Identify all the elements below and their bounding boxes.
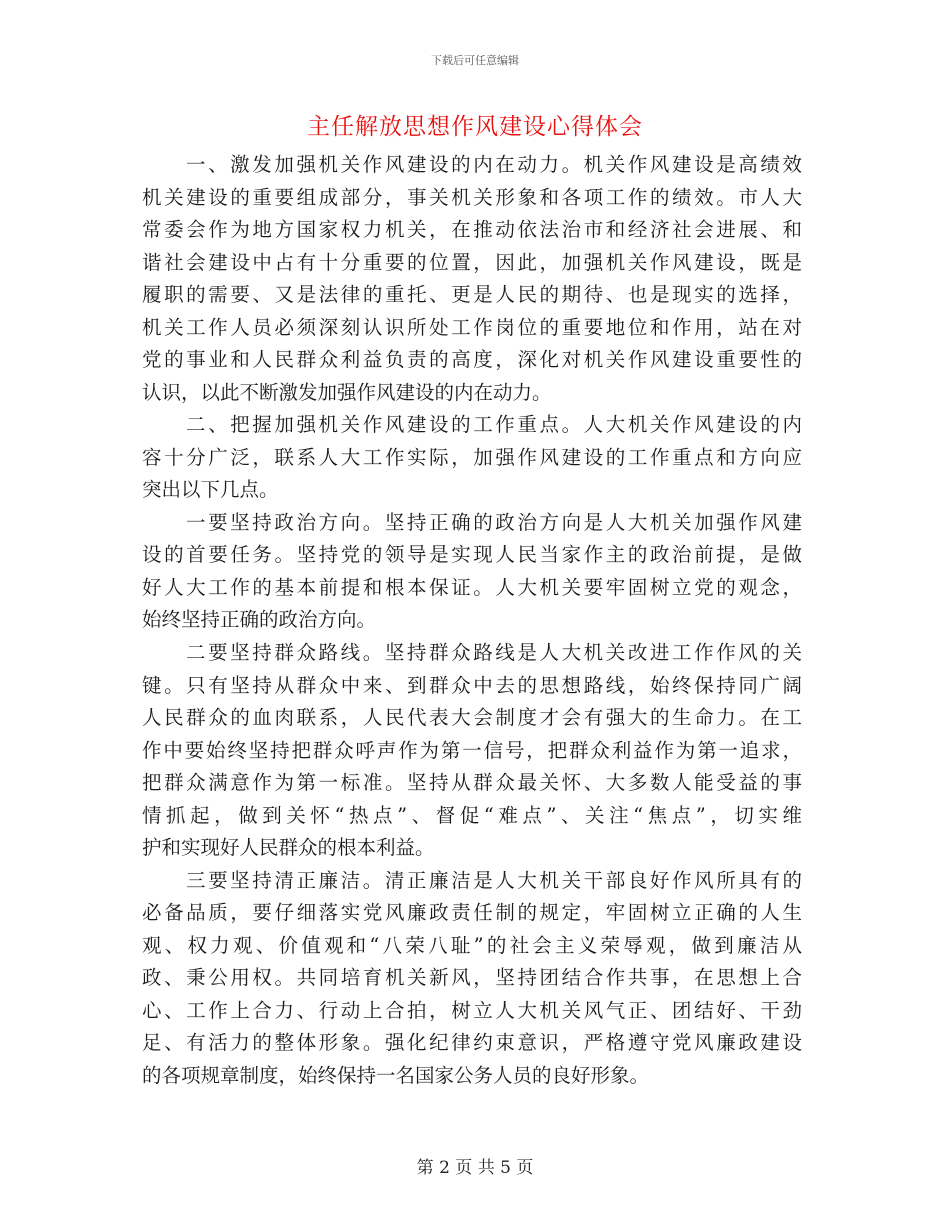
paragraph-line: 履职的需要、又是法律的重托、更是人民的期待、也是现实的选择， — [142, 283, 802, 307]
paragraph-line: 机关建设的重要组成部分，事关机关形象和各项工作的绩效。市人大 — [142, 185, 802, 209]
paragraph-line: 机关工作人员必须深刻认识所处工作岗位的重要地位和作用，站在对 — [142, 315, 802, 339]
paragraph-line: 党的事业和人民群众利益负责的高度，深化对机关作风建设重要性的 — [142, 348, 802, 372]
paragraph-line: 好人大工作的基本前提和根本保证。人大机关要牢固树立党的观念， — [142, 575, 802, 599]
paragraph-line: 政、秉公用权。共同培育机关新风，坚持团结合作共事，在思想上合 — [142, 966, 802, 990]
paragraph-line: 键。只有坚持从群众中来、到群众中去的思想路线，始终保持同广阔 — [142, 673, 802, 697]
paragraph-line: 二、把握加强机关作风建设的工作重点。人大机关作风建设的内 — [186, 413, 802, 437]
page-header-note: 下载后可任意编辑 — [431, 54, 519, 67]
paragraph — [142, 507, 802, 637]
paragraph-line: 谐社会建设中占有十分重要的位置，因此，加强机关作风建设，既是 — [142, 250, 802, 274]
document-title: 主任解放思想作风建设心得体会 — [307, 114, 643, 140]
paragraph-line: 容十分广泛，联系人大工作实际，加强作风建设的工作重点和方向应 — [142, 445, 802, 469]
paragraph-line: 设的首要任务。坚持党的领导是实现人民当家作主的政治前提，是做 — [142, 543, 802, 567]
paragraph-line: 一、激发加强机关作风建设的内在动力。机关作风建设是高绩效 — [186, 153, 802, 176]
paragraph-line: 认识，以此不断激发加强作风建设的内在动力。 — [142, 380, 552, 404]
paragraph-line: 足、有活力的整体形象。强化纪律约束意识，严格遵守党风廉政建设 — [142, 1031, 802, 1055]
paragraph — [142, 637, 802, 865]
paragraph-line: 三要坚持清正廉洁。清正廉洁是人大机关干部良好作风所具有的 — [186, 868, 802, 892]
paragraph-line: 观、权力观、价值观和“八荣八耻”的社会主义荣辱观，做到廉洁从 — [142, 933, 802, 957]
paragraph-line: 必备品质，要仔细落实党风廉政责任制的规定，牢固树立正确的人生 — [142, 901, 802, 925]
paragraph-line: 把群众满意作为第一标准。坚持从群众最关怀、大多数人能受益的事 — [142, 771, 802, 795]
paragraph-line: 护和实现好人民群众的根本利益。 — [142, 836, 435, 860]
document-body — [142, 149, 802, 1092]
paragraph-line: 二要坚持群众路线。坚持群众路线是人大机关改进工作作风的关 — [186, 640, 802, 664]
paragraph-line: 一要坚持政治方向。坚持正确的政治方向是人大机关加强作风建 — [186, 510, 802, 534]
page-number-footer: 第 2 页 共 5 页 — [416, 1158, 534, 1178]
paragraph-line: 人民群众的血肉联系，人民代表大会制度才会有强大的生命力。在工 — [142, 706, 802, 730]
paragraph-line: 作中要始终坚持把群众呼声作为第一信号，把群众利益作为第一追求， — [142, 738, 802, 762]
paragraph-line: 心、工作上合力、行动上合拍，树立人大机关风气正、团结好、干劲 — [142, 998, 802, 1022]
paragraph — [142, 865, 802, 1093]
paragraph-line: 情抓起，做到关怀“热点”、督促“难点”、关注“焦点”，切实维 — [142, 803, 802, 827]
paragraph-line: 突出以下几点。 — [142, 478, 279, 502]
paragraph-line: 的各项规章制度，始终保持一名国家公务人员的良好形象。 — [142, 1063, 650, 1087]
paragraph-line: 常委会作为地方国家权力机关，在推动依法治市和经济社会进展、和 — [142, 218, 802, 242]
paragraph — [142, 149, 802, 409]
paragraph — [142, 409, 802, 507]
paragraph-line: 始终坚持正确的政治方向。 — [142, 608, 377, 632]
